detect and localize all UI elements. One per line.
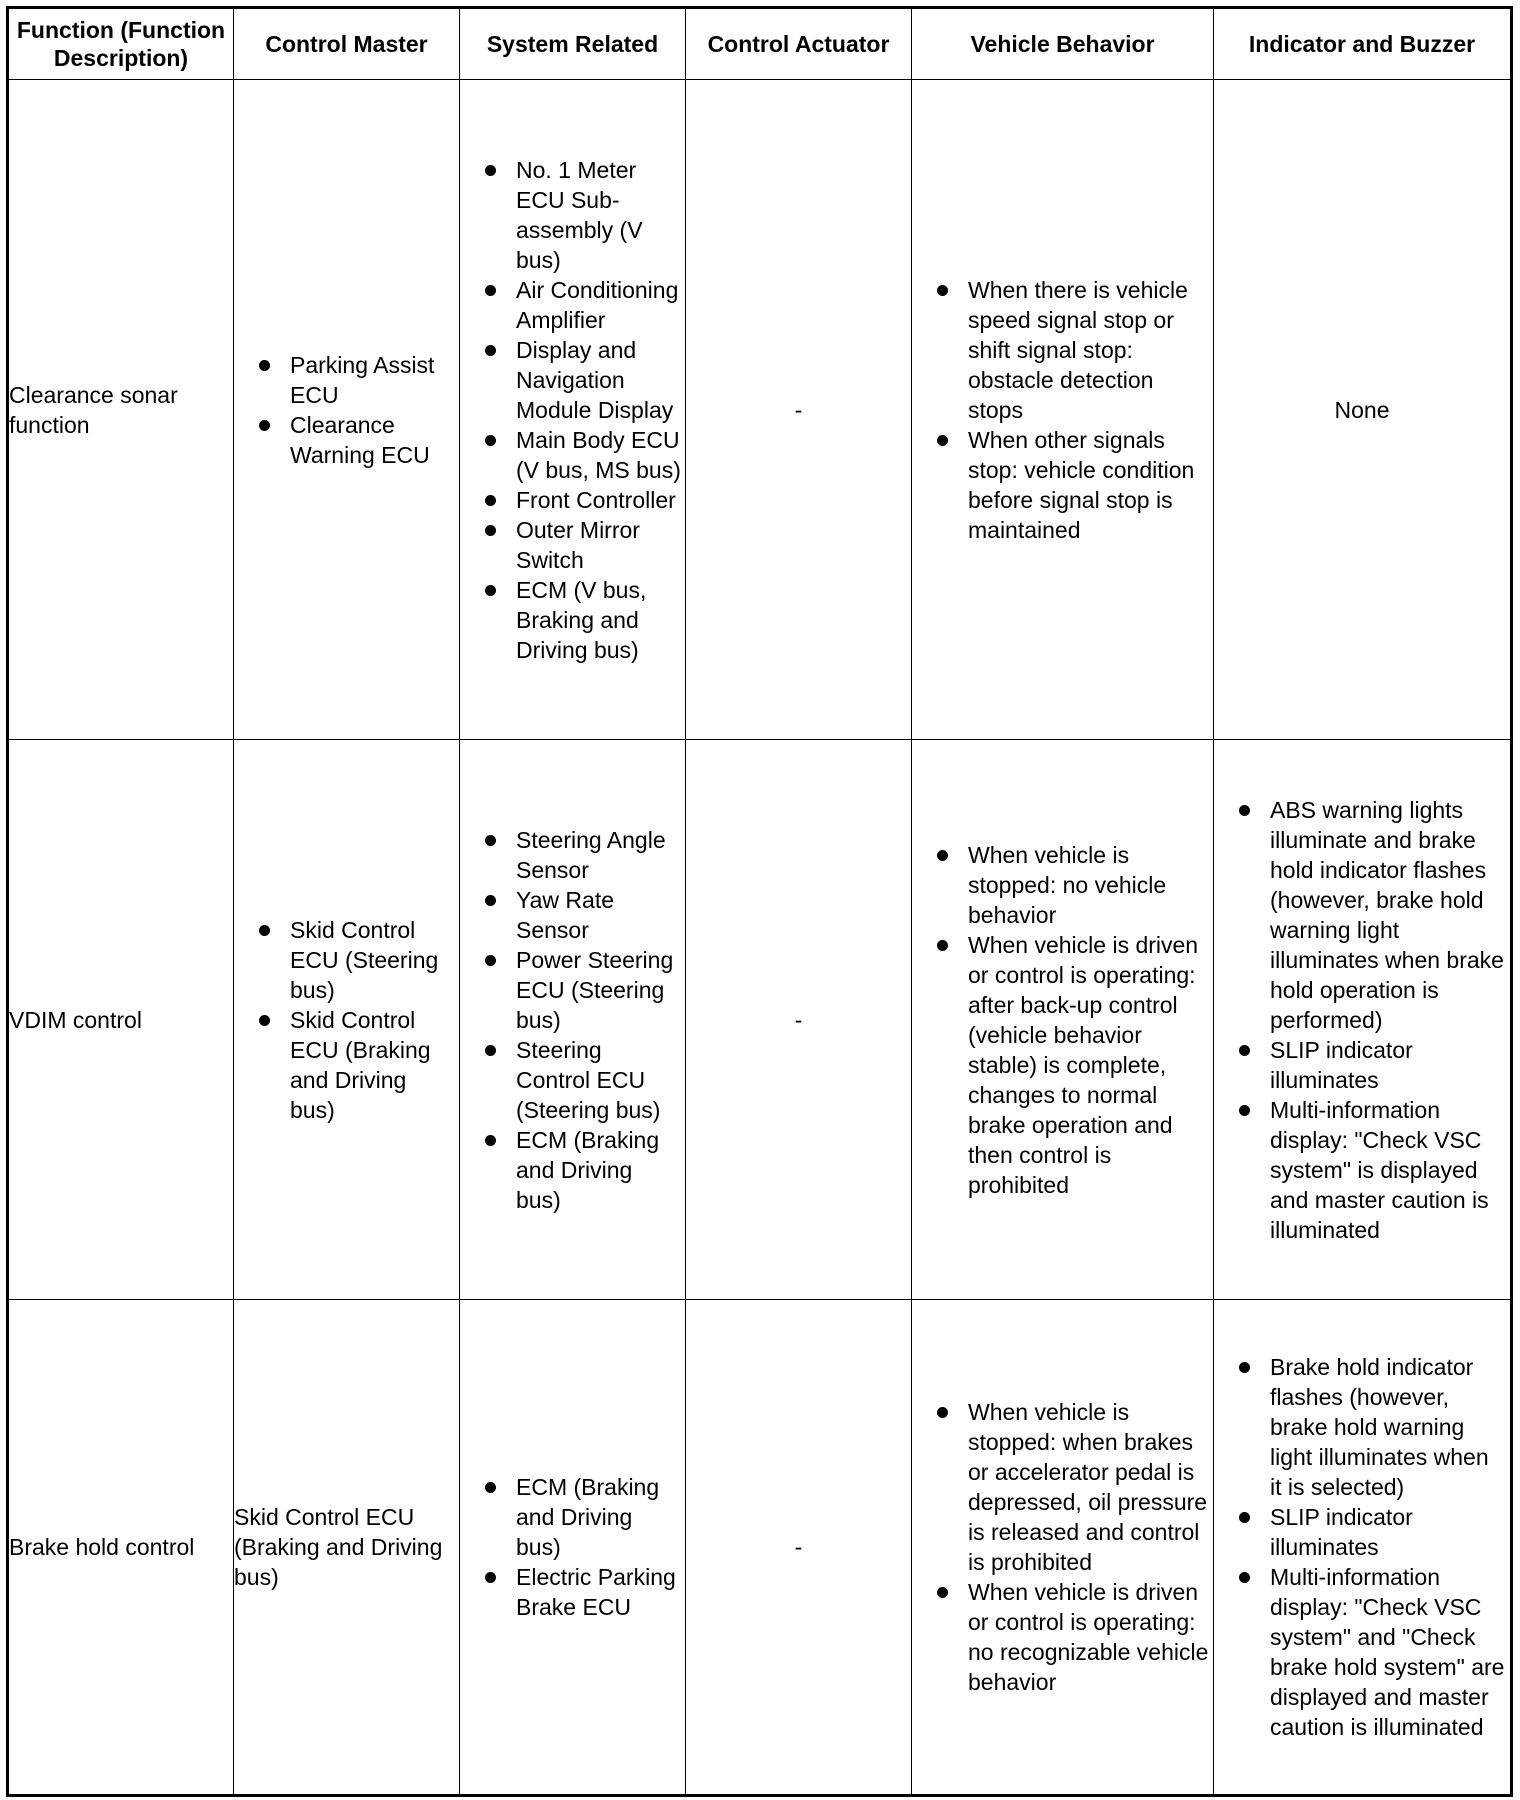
bullet-dot-icon (485, 1482, 496, 1493)
bullet-dot-icon (937, 1407, 948, 1418)
bullet-dot-icon (937, 940, 948, 951)
list-item: When vehicle is stopped: when brakes or accelerator pedal is depressed, oil pressure is released and control is prohibited (912, 1397, 1209, 1577)
list-item: Electric Parking Brake ECU (460, 1562, 681, 1622)
list-item: Multi-information display: "Check VSC system" is displayed and master caution is illuminated (1214, 1095, 1506, 1245)
list-item: Brake hold indicator flashes (however, brake hold warning light illuminates when it is selected) (1214, 1352, 1506, 1502)
function-specification-table (6, 6, 1513, 1797)
list-item: ECM (Braking and Driving bus) (460, 1472, 681, 1562)
bullet-dot-icon (485, 585, 496, 596)
list-item: Power Steering ECU (Steering bus) (460, 945, 681, 1035)
bullet-dot-icon (485, 895, 496, 906)
list-item: Air Conditioning Amplifier (460, 275, 681, 335)
bullet-dot-icon (485, 435, 496, 446)
list-item: Skid Control ECU (Braking and Driving bus) (234, 1005, 455, 1125)
table-row-brake-hold-control (8, 1300, 1512, 1796)
list-item: SLIP indicator illuminates (1214, 1502, 1506, 1562)
table-row-vdim-control (8, 740, 1512, 1300)
list-item: ABS warning lights illuminate and brake hold indicator flashes (however, brake hold warning light illuminates when brake hold operation is performed) (1214, 795, 1506, 1035)
bullet-dot-icon (937, 285, 948, 296)
bullet-dot-icon (485, 165, 496, 176)
control-actuator-cell: - (686, 80, 912, 740)
bullet-dot-icon (485, 525, 496, 536)
system-related-cell (460, 1300, 686, 1796)
list-item: Display and Navigation Module Display (460, 335, 681, 425)
header-indicator-buzzer: Indicator and Buzzer (1214, 8, 1512, 80)
bullet-dot-icon (485, 345, 496, 356)
list-item: Steering Angle Sensor (460, 825, 681, 885)
header-vehicle-behavior: Vehicle Behavior (912, 8, 1214, 80)
bullet-dot-icon (1239, 1512, 1250, 1523)
list-item: Skid Control ECU (Steering bus) (234, 915, 455, 1005)
header-control-actuator: Control Actuator (686, 8, 912, 80)
function-cell: Clearance sonar function (8, 80, 234, 740)
bullet-dot-icon (1239, 1105, 1250, 1116)
vehicle-behavior-cell (912, 1300, 1214, 1796)
control-master-cell: Skid Control ECU (Braking and Driving bus) (234, 1300, 460, 1796)
list-item: Clearance Warning ECU (234, 410, 455, 470)
list-item: SLIP indicator illuminates (1214, 1035, 1506, 1095)
control-master-cell (234, 80, 460, 740)
list-item: When vehicle is driven or control is operating: no recognizable vehicle behavior (912, 1577, 1209, 1697)
function-cell: VDIM control (8, 740, 234, 1300)
list-item: Parking Assist ECU (234, 350, 455, 410)
bullet-dot-icon (485, 495, 496, 506)
list-item: No. 1 Meter ECU Sub-assembly (V bus) (460, 155, 681, 275)
list-item: Multi-information display: "Check VSC system" and "Check brake hold system" are displayed and master caution is illuminated (1214, 1562, 1506, 1742)
bullet-dot-icon (937, 435, 948, 446)
header-system-related: System Related (460, 8, 686, 80)
indicator-buzzer-cell (1214, 1300, 1512, 1796)
bullet-dot-icon (937, 850, 948, 861)
vehicle-behavior-cell (912, 80, 1214, 740)
bullet-dot-icon (485, 835, 496, 846)
control-master-cell (234, 740, 460, 1300)
list-item: Outer Mirror Switch (460, 515, 681, 575)
bullet-dot-icon (1239, 1045, 1250, 1056)
table-header-row (8, 8, 1512, 80)
bullet-dot-icon (1239, 1362, 1250, 1373)
list-item: When other signals stop: vehicle condition before signal stop is maintained (912, 425, 1209, 545)
list-item: When there is vehicle speed signal stop or shift signal stop: obstacle detection stops (912, 275, 1209, 425)
bullet-dot-icon (485, 285, 496, 296)
bullet-dot-icon (485, 1572, 496, 1583)
bullet-dot-icon (1239, 1572, 1250, 1583)
list-item: Main Body ECU (V bus, MS bus) (460, 425, 681, 485)
list-item: ECM (V bus, Braking and Driving bus) (460, 575, 681, 665)
bullet-dot-icon (1239, 805, 1250, 816)
bullet-dot-icon (259, 360, 270, 371)
list-item: ECM (Braking and Driving bus) (460, 1125, 681, 1215)
indicator-buzzer-cell: None (1214, 80, 1512, 740)
system-related-cell (460, 740, 686, 1300)
list-item: Yaw Rate Sensor (460, 885, 681, 945)
function-cell: Brake hold control (8, 1300, 234, 1796)
control-actuator-cell: - (686, 1300, 912, 1796)
vehicle-behavior-cell (912, 740, 1214, 1300)
bullet-dot-icon (259, 420, 270, 431)
list-item: Steering Control ECU (Steering bus) (460, 1035, 681, 1125)
header-function: Function (Function Description) (8, 8, 234, 80)
bullet-dot-icon (259, 1015, 270, 1026)
table-row-clearance-sonar (8, 80, 1512, 740)
header-control-master: Control Master (234, 8, 460, 80)
bullet-dot-icon (485, 955, 496, 966)
control-actuator-cell: - (686, 740, 912, 1300)
bullet-dot-icon (937, 1587, 948, 1598)
indicator-buzzer-cell (1214, 740, 1512, 1300)
bullet-dot-icon (259, 925, 270, 936)
list-item: When vehicle is driven or control is operating: after back-up control (vehicle behavior stable) is complete, changes to normal brake operation and then control is prohibited (912, 930, 1209, 1200)
system-related-cell (460, 80, 686, 740)
bullet-dot-icon (485, 1135, 496, 1146)
list-item: When vehicle is stopped: no vehicle behavior (912, 840, 1209, 930)
list-item: Front Controller (460, 485, 681, 515)
bullet-dot-icon (485, 1045, 496, 1056)
